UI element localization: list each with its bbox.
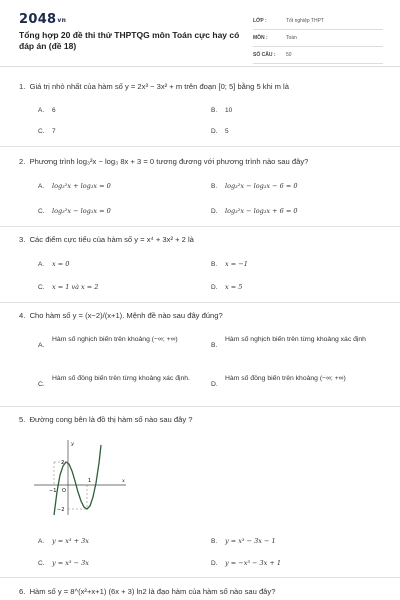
- tick-label: O: [62, 488, 66, 494]
- answer-option[interactable]: D. y = −x³ − 3x + 1: [211, 559, 282, 567]
- page-title: Tổng hợp 20 đề thi thử THPTQG môn Toán cực hay có đáp án (đề 18): [19, 30, 240, 51]
- meta-key: LỚP :: [253, 18, 267, 24]
- answer-option[interactable]: C. 7: [38, 128, 56, 135]
- answer-option[interactable]: C. y = x³ − 3x: [38, 559, 89, 567]
- answer-option[interactable]: D. Hàm số đồng biến trên khoảng (−∞; +∞): [211, 375, 346, 388]
- tick-label: 2: [61, 460, 65, 466]
- divider: [0, 226, 400, 227]
- meta-row-subject: [253, 30, 383, 47]
- answer-option[interactable]: A. y = x³ + 3x: [38, 537, 89, 545]
- answer-option[interactable]: D. log₃²x − log₃x + 6 = 0: [211, 207, 298, 215]
- question-1-text: 1. Giá trị nhỏ nhất của hàm số y = 2x³ − 3x² + m trên đoạn [0; 5] bằng 5 khi m là: [19, 82, 289, 91]
- answer-option[interactable]: C. Hàm số đồng biến trên từng khoảng xác định.: [38, 375, 190, 388]
- answer-option[interactable]: B. y = x³ − 3x − 1: [211, 537, 276, 545]
- answer-option[interactable]: A. x = 0: [38, 260, 70, 268]
- axis-label-x: x: [122, 478, 125, 484]
- divider: [0, 406, 400, 407]
- answer-option[interactable]: D. x = 5: [211, 283, 243, 291]
- answer-option[interactable]: C. log₃²x − log₃x = 0: [38, 207, 111, 215]
- answer-option[interactable]: B. 10: [211, 107, 233, 114]
- question-4-text: 4. Cho hàm số y = (x−2)/(x+1). Mệnh đề nào sau đây đúng?: [19, 311, 223, 320]
- header: [0, 0, 400, 67]
- answer-option[interactable]: B. x = −1: [211, 260, 248, 268]
- divider: [0, 577, 400, 578]
- tick-label: −1: [49, 488, 57, 494]
- answer-option[interactable]: B. log₃²x − log₃x − 6 = 0: [211, 182, 298, 190]
- answer-option[interactable]: A. log₃²x + log₃x = 0: [38, 182, 111, 190]
- meta-value: 50: [286, 52, 292, 58]
- answer-option[interactable]: A. Hàm số nghịch biến trên khoảng (−∞; +∞): [38, 336, 178, 349]
- meta-table: [253, 13, 383, 64]
- answer-option[interactable]: C. x = 1 và x = 2: [38, 283, 99, 291]
- meta-value: Tốt nghiệp THPT: [286, 18, 324, 24]
- meta-row-count: [253, 47, 383, 64]
- function-graph: [30, 437, 130, 517]
- meta-row-class: [253, 13, 383, 30]
- tick-label: 1: [88, 478, 92, 484]
- axis-label-y: y: [71, 441, 74, 447]
- site-logo[interactable]: 2048vn: [19, 12, 67, 27]
- question-3-text: 3. Các điểm cực tiểu của hàm số y = x⁴ + 3x² + 2 là: [19, 235, 194, 244]
- tick-label: −2: [57, 507, 65, 513]
- cubic-curve: [54, 445, 101, 515]
- divider: [0, 302, 400, 303]
- meta-key: SỐ CÂU :: [253, 52, 276, 58]
- meta-key: MÔN :: [253, 35, 268, 41]
- answer-option[interactable]: A. 6: [38, 107, 56, 114]
- question-5-text: 5. Đường cong bên là đồ thị hàm số nào sau đây ?: [19, 415, 193, 424]
- logo-suffix: vn: [57, 17, 67, 24]
- answer-option[interactable]: D. 5: [211, 128, 229, 135]
- answer-option[interactable]: B. Hàm số nghịch biến trên từng khoảng xác định: [211, 336, 366, 349]
- meta-value: Toán: [286, 35, 297, 41]
- question-6-text: 6. Hàm số y = 8^(x²+x+1) (6x + 3) ln2 là đạo hàm của hàm số nào sau đây?: [19, 587, 276, 596]
- question-2-text: 2. Phương trình log₃²x − log₃ 8x + 3 = 0 tương đương với phương trình nào sau đây?: [19, 157, 309, 166]
- divider: [0, 146, 400, 147]
